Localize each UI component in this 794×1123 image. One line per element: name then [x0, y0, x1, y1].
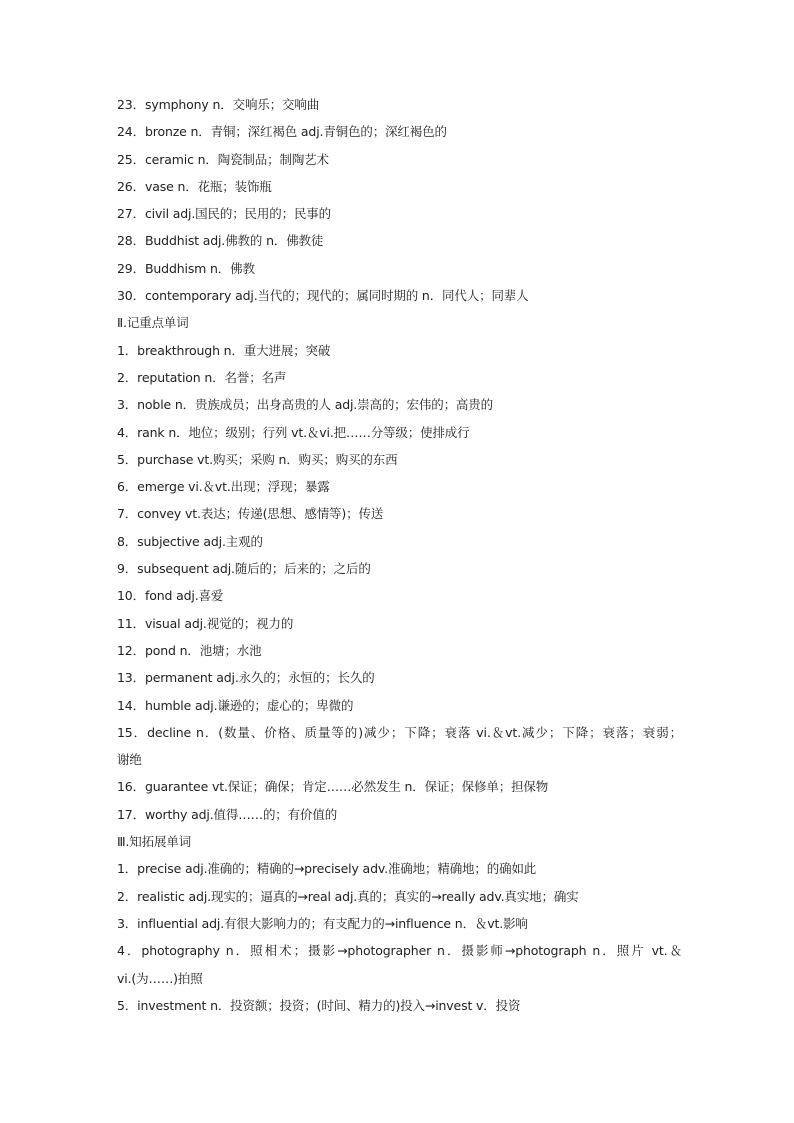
section-heading-2: Ⅱ.记重点单词 — [117, 315, 189, 331]
key-word-10: 10．fond adj.喜爱 — [117, 588, 224, 604]
vocabulary-list — [117, 91, 682, 1019]
key-word-11: 11．visual adj.视觉的；视力的 — [117, 615, 294, 631]
key-word-13: 13．permanent adj.永久的；永恒的；长久的 — [117, 670, 375, 686]
vocab-item-30: 30．contemporary adj.当代的；现代的；属同时期的 n．同代人；同辈人 — [117, 288, 529, 304]
vocab-item-27: 27．civil adj.国民的；民用的；民事的 — [117, 206, 332, 222]
extended-word-2: 2．realistic adj.现实的；逼真的→real adj.真的；真实的→really adv.真实地；确实 — [117, 888, 579, 904]
key-word-12: 12．pond n．池塘；水池 — [117, 642, 262, 658]
key-word-6: 6．emerge vi.＆vt.出现；浮现；暴露 — [117, 479, 330, 495]
key-word-8: 8．subjective adj.主观的 — [117, 533, 263, 549]
key-word-7: 7．convey vt.表达；传递(思想、感情等)；传送 — [117, 506, 384, 522]
extended-word-4: 4．photography n．照相术；摄影→photographer n．摄影师→photograph n．照片 vt.＆ — [117, 943, 682, 959]
key-word-17: 17．worthy adj.值得……的；有价值的 — [117, 806, 338, 822]
key-word-1: 1．breakthrough n．重大进展；突破 — [117, 342, 331, 358]
key-word-15-continued: 谢绝 — [117, 752, 142, 768]
key-word-15: 15．decline n．(数量、价格、质量等的)减少；下降；衰落 vi.＆vt.减少；下降；衰落；衰弱； — [117, 724, 682, 740]
key-word-9: 9．subsequent adj.随后的；后来的；之后的 — [117, 561, 371, 577]
vocab-item-29: 29．Buddhism n．佛教 — [117, 260, 255, 276]
section-heading-3: Ⅲ.知拓展单词 — [117, 834, 192, 850]
extended-word-1: 1．precise adj.准确的；精确的→precisely adv.准确地；精确地；的确如此 — [117, 861, 537, 877]
key-word-5: 5．purchase vt.购买；采购 n．购买；购买的东西 — [117, 451, 398, 467]
vocab-item-25: 25．ceramic n．陶瓷制品；制陶艺术 — [117, 151, 329, 167]
key-word-2: 2．reputation n．名誉；名声 — [117, 369, 287, 385]
extended-word-4-continued: vi.(为……)拍照 — [117, 970, 203, 986]
extended-word-5: 5．investment n．投资额；投资；(时间、精力的)投入→invest v．投资 — [117, 997, 521, 1013]
vocab-item-28: 28．Buddhist adj.佛教的 n．佛教徒 — [117, 233, 324, 249]
key-word-3: 3．noble n．贵族成员；出身高贵的人 adj.崇高的；宏伟的；高贵的 — [117, 397, 493, 413]
key-word-16: 16．guarantee vt.保证；确保；肯定……必然发生 n．保证；保修单；担保物 — [117, 779, 549, 795]
vocab-item-24: 24．bronze n．青铜；深红褐色 adj.青铜色的；深红褐色的 — [117, 124, 447, 140]
vocab-item-23: 23．symphony n．交响乐；交响曲 — [117, 97, 320, 112]
extended-word-3: 3．influential adj.有很大影响力的；有支配力的→influence n．＆vt.影响 — [117, 915, 528, 931]
key-word-14: 14．humble adj.谦逊的；虚心的；卑微的 — [117, 697, 354, 713]
key-word-4: 4．rank n．地位；级别；行列 vt.＆vi.把……分等级；使排成行 — [117, 424, 470, 440]
vocab-item-26: 26．vase n．花瓶；装饰瓶 — [117, 178, 272, 194]
